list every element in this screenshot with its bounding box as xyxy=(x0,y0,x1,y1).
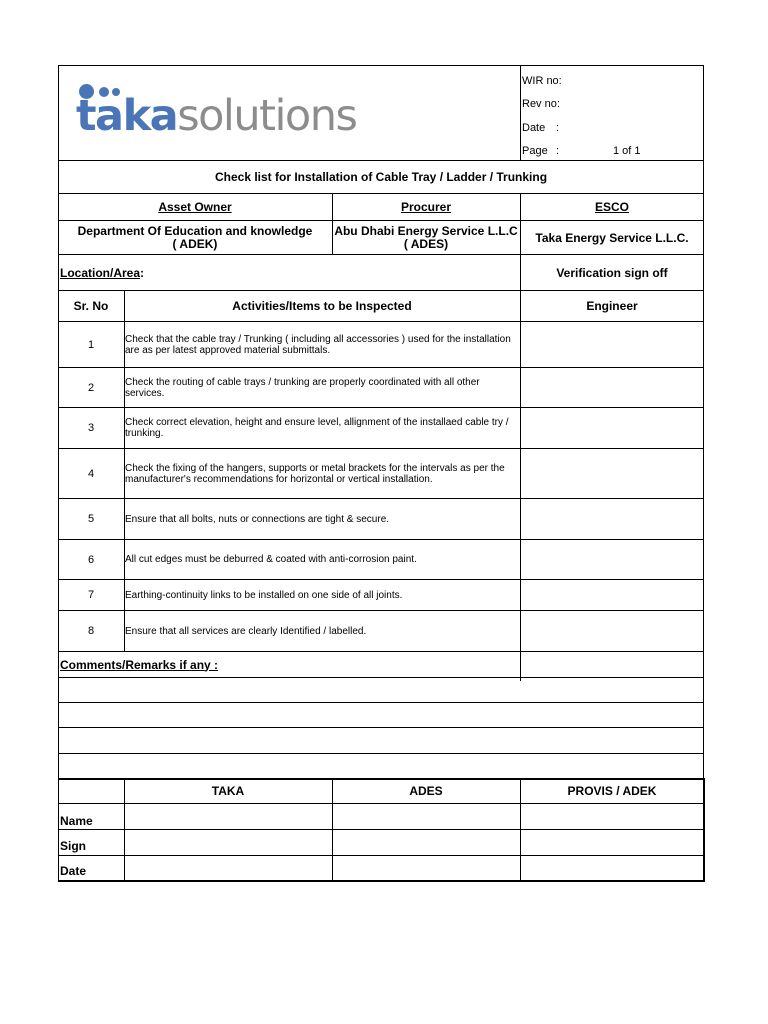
location-area-text: Location/Area xyxy=(60,265,141,280)
row-1-number: 1 xyxy=(87,338,95,351)
signoff-row-sign: Sign xyxy=(60,839,86,853)
row-6-engineer-signoff[interactable] xyxy=(521,540,703,579)
taka-solutions-logo xyxy=(76,80,416,144)
date-label: Date xyxy=(522,122,546,134)
sr-no-header: Sr. No xyxy=(73,299,109,313)
row-7-number: 7 xyxy=(87,589,95,601)
header-divider xyxy=(520,65,521,160)
ades-sign-field[interactable] xyxy=(333,830,520,855)
provis-adek-date-field[interactable] xyxy=(521,856,703,880)
row-5-engineer-signoff[interactable] xyxy=(521,499,703,539)
row-3-engineer-signoff[interactable] xyxy=(521,408,703,448)
row-4-activity xyxy=(125,449,519,498)
row-4-number: 4 xyxy=(87,467,95,480)
row-3-line1: Check correct elevation, height and ensure level, allignment of the installaed cable try / xyxy=(125,417,509,428)
comments-remarks-label: Comments/Remarks if any : xyxy=(60,657,219,672)
esco-value: Taka Energy Service L.L.C. xyxy=(535,230,689,245)
provis-adek-name-field[interactable] xyxy=(521,804,703,829)
comments-line-4[interactable] xyxy=(59,754,703,778)
page-label: Page xyxy=(522,145,548,157)
row-1-activity xyxy=(125,322,519,367)
signoff-col-taka: TAKA xyxy=(211,784,245,798)
signoff-col-ades: ADES xyxy=(409,784,443,798)
divider xyxy=(58,880,705,882)
page-value: 1 of 1 xyxy=(613,145,641,157)
comments-line-3[interactable] xyxy=(59,728,703,753)
procurer-header: Procurer xyxy=(400,200,452,214)
ades-date-field[interactable] xyxy=(333,856,520,880)
activities-header: Activities/Items to be Inspected xyxy=(232,299,412,313)
verification-sign-off-label: Verification sign off xyxy=(556,265,668,280)
rev-no-label: Rev no: xyxy=(522,98,560,110)
row-3-number: 3 xyxy=(87,422,95,434)
row-8-activity: Ensure that all services are clearly Identified / labelled. xyxy=(125,625,367,637)
location-area-label xyxy=(60,255,320,290)
logo-wordmark xyxy=(76,90,356,142)
row-4-line2: manufacturer's recommendations for horizontal or vertical installation. xyxy=(125,473,433,485)
row-2-activity: Check the routing of cable trays / trunking are properly coordinated with all other services. xyxy=(125,376,480,399)
row-1-engineer-signoff[interactable] xyxy=(521,322,703,367)
row-1-line2: are as per latest approved material submittals. xyxy=(125,344,331,356)
row-2-number: 2 xyxy=(87,381,95,394)
row-6-number: 6 xyxy=(87,553,95,566)
asset-owner-value xyxy=(58,221,332,254)
row-7-activity: Earthing-continuity links to be installed on one side of all joints. xyxy=(125,589,403,601)
row-1-line1: Check that the cable tray / Trunking ( including all accessories ) used for the installation xyxy=(125,333,511,345)
signoff-row-date: Date xyxy=(60,864,87,878)
wir-no-label: WIR no: xyxy=(522,75,562,87)
engineer-header: Engineer xyxy=(586,299,638,313)
date-colon: : xyxy=(556,122,560,134)
form-title: Check list for Installation of Cable Tray / Ladder / Trunking xyxy=(214,170,548,184)
row-6-activity: All cut edges must be deburred & coated with anti-corrosion paint. xyxy=(125,554,417,565)
comments-line-2[interactable] xyxy=(59,703,703,727)
page-colon: : xyxy=(556,145,560,157)
procurer-line1: Abu Dhabi Energy Service L.L.C xyxy=(334,223,518,238)
procurer-value xyxy=(332,221,520,254)
provis-adek-sign-field[interactable] xyxy=(521,830,703,855)
location-area-colon: : xyxy=(140,265,145,280)
asset-owner-line2: ( ADEK) xyxy=(172,236,218,251)
row-3-activity xyxy=(125,408,519,448)
taka-name-field[interactable] xyxy=(125,804,332,829)
row-8-engineer-signoff[interactable] xyxy=(521,611,703,651)
asset-owner-line1: Department Of Education and knowledge xyxy=(77,223,313,238)
logo-text-solutions: solutions xyxy=(177,91,357,141)
row-5-activity: Ensure that all bolts, nuts or connections are tight & secure. xyxy=(125,513,390,525)
esco-header: ESCO xyxy=(594,200,629,214)
asset-owner-header: Asset Owner xyxy=(158,200,232,214)
taka-date-field[interactable] xyxy=(125,856,332,880)
row-5-number: 5 xyxy=(87,513,95,525)
procurer-line2: ( ADES) xyxy=(403,236,449,251)
comments-line-1[interactable] xyxy=(59,678,703,702)
row-7-engineer-signoff[interactable] xyxy=(521,580,703,610)
row-3-line2: trunking. xyxy=(125,428,164,439)
row-8-number: 8 xyxy=(87,625,95,637)
row-2-engineer-signoff[interactable] xyxy=(521,368,703,407)
signoff-col-provis-adek: PROVIS / ADEK xyxy=(567,784,657,798)
logo-text-taka: taka xyxy=(76,91,178,141)
ades-name-field[interactable] xyxy=(333,804,520,829)
row-4-line1: Check the fixing of the hangers, supports or metal brackets for the intervals as per the xyxy=(125,462,505,474)
row-4-engineer-signoff[interactable] xyxy=(521,449,703,498)
signoff-row-name: Name xyxy=(60,814,93,828)
taka-sign-field[interactable] xyxy=(125,830,332,855)
